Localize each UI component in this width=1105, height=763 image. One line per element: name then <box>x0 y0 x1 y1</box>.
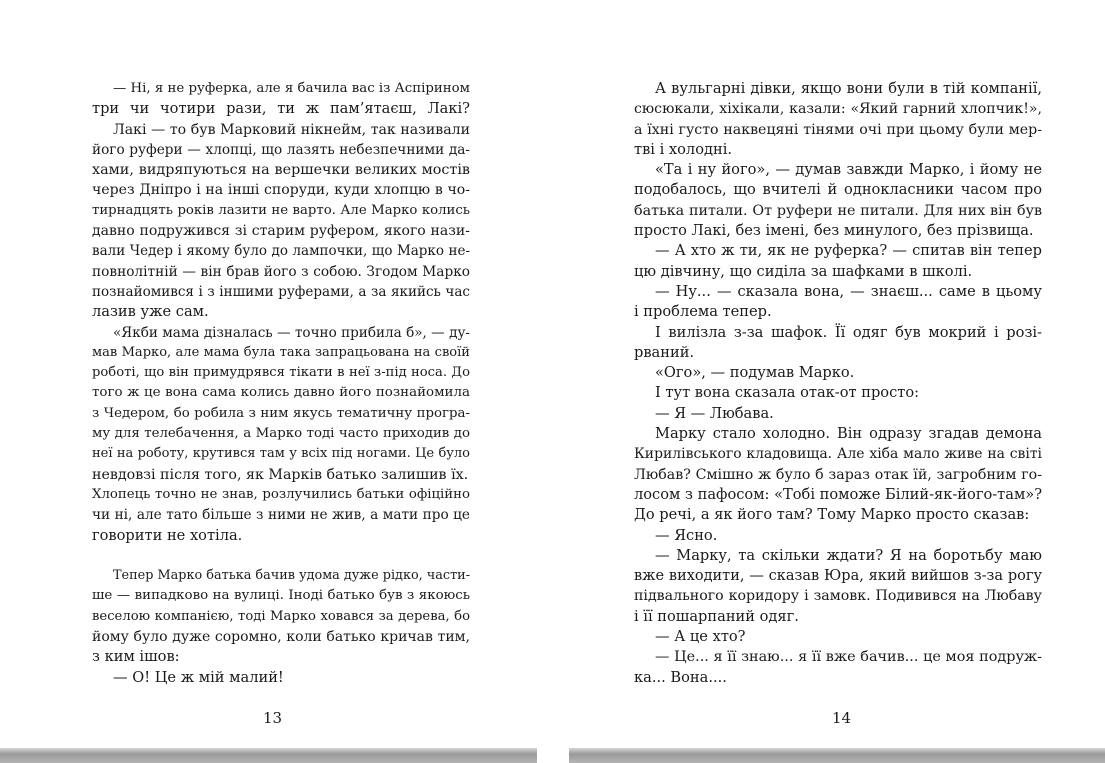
text-line: з ким ішов: <box>92 648 180 666</box>
text-line: — А це хто? <box>655 628 746 646</box>
text-line: неї на роботу, крутився там у всіх під ногами. Це було <box>92 446 470 462</box>
text-line: лазив уже сам. <box>92 303 209 321</box>
text-line: «Якби мама дізналась — точно прибила б», — ду- <box>113 324 470 341</box>
text-line: його руфери — хлопці, що лазять небезпечними да- <box>92 141 470 158</box>
text-line: тві і холодні. <box>634 140 732 158</box>
text-line: — Марку, та скільки ждати? Я на боротьбу маю <box>655 546 1042 564</box>
text-line: Кирилівського кладовища. Але хіба мало живе на світі <box>634 446 1042 463</box>
text-line: — О! Це ж мій малий! <box>113 668 284 686</box>
text-line: повнолітній — він брав його з собою. Згодом Марко <box>92 263 470 280</box>
text-line: ка... Вона.... <box>634 668 727 686</box>
text-line: ше — випадково на вулиці. Іноді батько був з якоюсь <box>92 588 470 604</box>
text-line: вали Чедер і якому було до лампочки, що Марко не- <box>92 243 470 260</box>
text-line: вже виходити, — сказав Юра, який вийшов з-за рогу <box>634 568 1042 585</box>
text-line: а їхні густо наквецяні тінями очі при цьому були мер- <box>634 121 1042 138</box>
text-line: — Ні, я не руферка, але я бачила вас із Аспірином <box>113 81 470 96</box>
text-line: і проблема тепер. <box>634 303 772 321</box>
text-line: через Дніпро і на інші споруди, куди хлопцю в чо- <box>92 182 470 199</box>
text-line: рваний. <box>634 343 695 361</box>
text-line: три чи чотири рази, ти ж пам’ятаєш, Лакі? <box>92 100 470 118</box>
text-line: Хлопець точно не знав, розлучились батьки офіційно <box>92 486 470 502</box>
text-line: йому було дуже соромно, коли батько кричав тим, <box>92 629 470 646</box>
text-line: — Це... я її знаю... я її вже бачив... це моя подруж- <box>655 649 1042 666</box>
text-line: і її пошарпаний одяг. <box>634 607 799 625</box>
text-line: веселою компанією, тоді Марко ховався за дерева, бо <box>92 608 470 624</box>
text-line: подобалось, що вчителі й однокласники часом про <box>634 181 1042 199</box>
paragraph-break <box>92 546 470 566</box>
page-number-right: 14 <box>832 709 852 727</box>
text-line: тирнадцять років лазити не варто. Але Марко колись <box>92 202 470 218</box>
right-page-text <box>634 79 1042 688</box>
text-line: того ж це вона сама колись давно його познайомила <box>92 385 470 401</box>
text-line: роботі, що він примудрявся тікати в неї з-під носа. До <box>92 365 470 381</box>
text-line: «Та і ну його», — думав завжди Марко, і йому не <box>655 161 1042 179</box>
left-page-text <box>92 79 470 688</box>
text-line: — А хто ж ти, як не руферка? — спитав він тепер <box>655 242 1042 260</box>
text-line: лосом з пафосом: «Тобі поможе Білий-як-його-там»? <box>634 485 1043 503</box>
text-line: І тут вона сказала отак-от просто: <box>655 384 920 402</box>
text-line: Любав? Смішно ж було б зараз отак їй, загробним го- <box>634 466 1042 483</box>
text-line: — Ну... — сказала вона, — знаєш... саме в цьому <box>655 282 1042 300</box>
text-line: сюсюкали, хіхікали, казали: «Який гарний хлопчик!», <box>634 101 1042 118</box>
text-line: просто Лакі, без імені, без минулого, без прізвища. <box>634 222 1034 240</box>
text-line: хами, видряпуються на вершечки великих мостів <box>92 162 470 179</box>
text-line: Марку стало холодно. Він одразу згадав демона <box>655 425 1042 443</box>
text-line: познайомився і з іншими руферами, а за якийсь час <box>92 283 470 300</box>
text-line: невдовзі після того, як Марків батько залишив їх. <box>92 466 469 483</box>
text-line: чи ні, але тато більше з ними не жив, а мати про це <box>92 507 470 524</box>
text-line: батька питали. От руфери не питали. Для них він був <box>634 202 1042 219</box>
page-gutter <box>537 0 569 763</box>
text-line: — Я — Любава. <box>655 404 774 422</box>
text-line: му для телебачення, а Марко тоді часто приходив до <box>92 426 470 442</box>
text-line: мав Марко, але мама була така запрацьована на своїй <box>92 344 470 360</box>
right-page-edge <box>569 748 1105 763</box>
page-number-left: 13 <box>263 709 283 727</box>
text-line: цю дівчину, що сиділа за шафками в школі. <box>634 262 973 280</box>
text-line: давно подружився зі старим руфером, якого нази- <box>92 223 470 240</box>
text-line: А вульгарні дівки, якщо вони були в тій компанії, <box>655 80 1042 97</box>
text-line: говорити не хотіла. <box>92 526 243 544</box>
text-line: «Ого», — подумав Марко. <box>655 364 855 382</box>
text-line: з Чедером, бо робила з ним якусь тематичну програ- <box>92 405 470 421</box>
text-line: — Ясно. <box>655 526 718 544</box>
text-line: підвального коридору і замовк. Подивився на Любаву <box>634 588 1042 605</box>
text-line: Тепер Марко батька бачив удома дуже рідко, части- <box>113 568 471 584</box>
left-page-edge <box>0 748 537 763</box>
text-line: І вилізла з-за шафок. Її одяг був мокрий і розі- <box>655 323 1042 341</box>
text-line: До речі, а як його там? Тому Марко просто сказав: <box>634 506 1030 524</box>
text-line: Лакі — то був Марковий нікнейм, так називали <box>113 121 470 138</box>
